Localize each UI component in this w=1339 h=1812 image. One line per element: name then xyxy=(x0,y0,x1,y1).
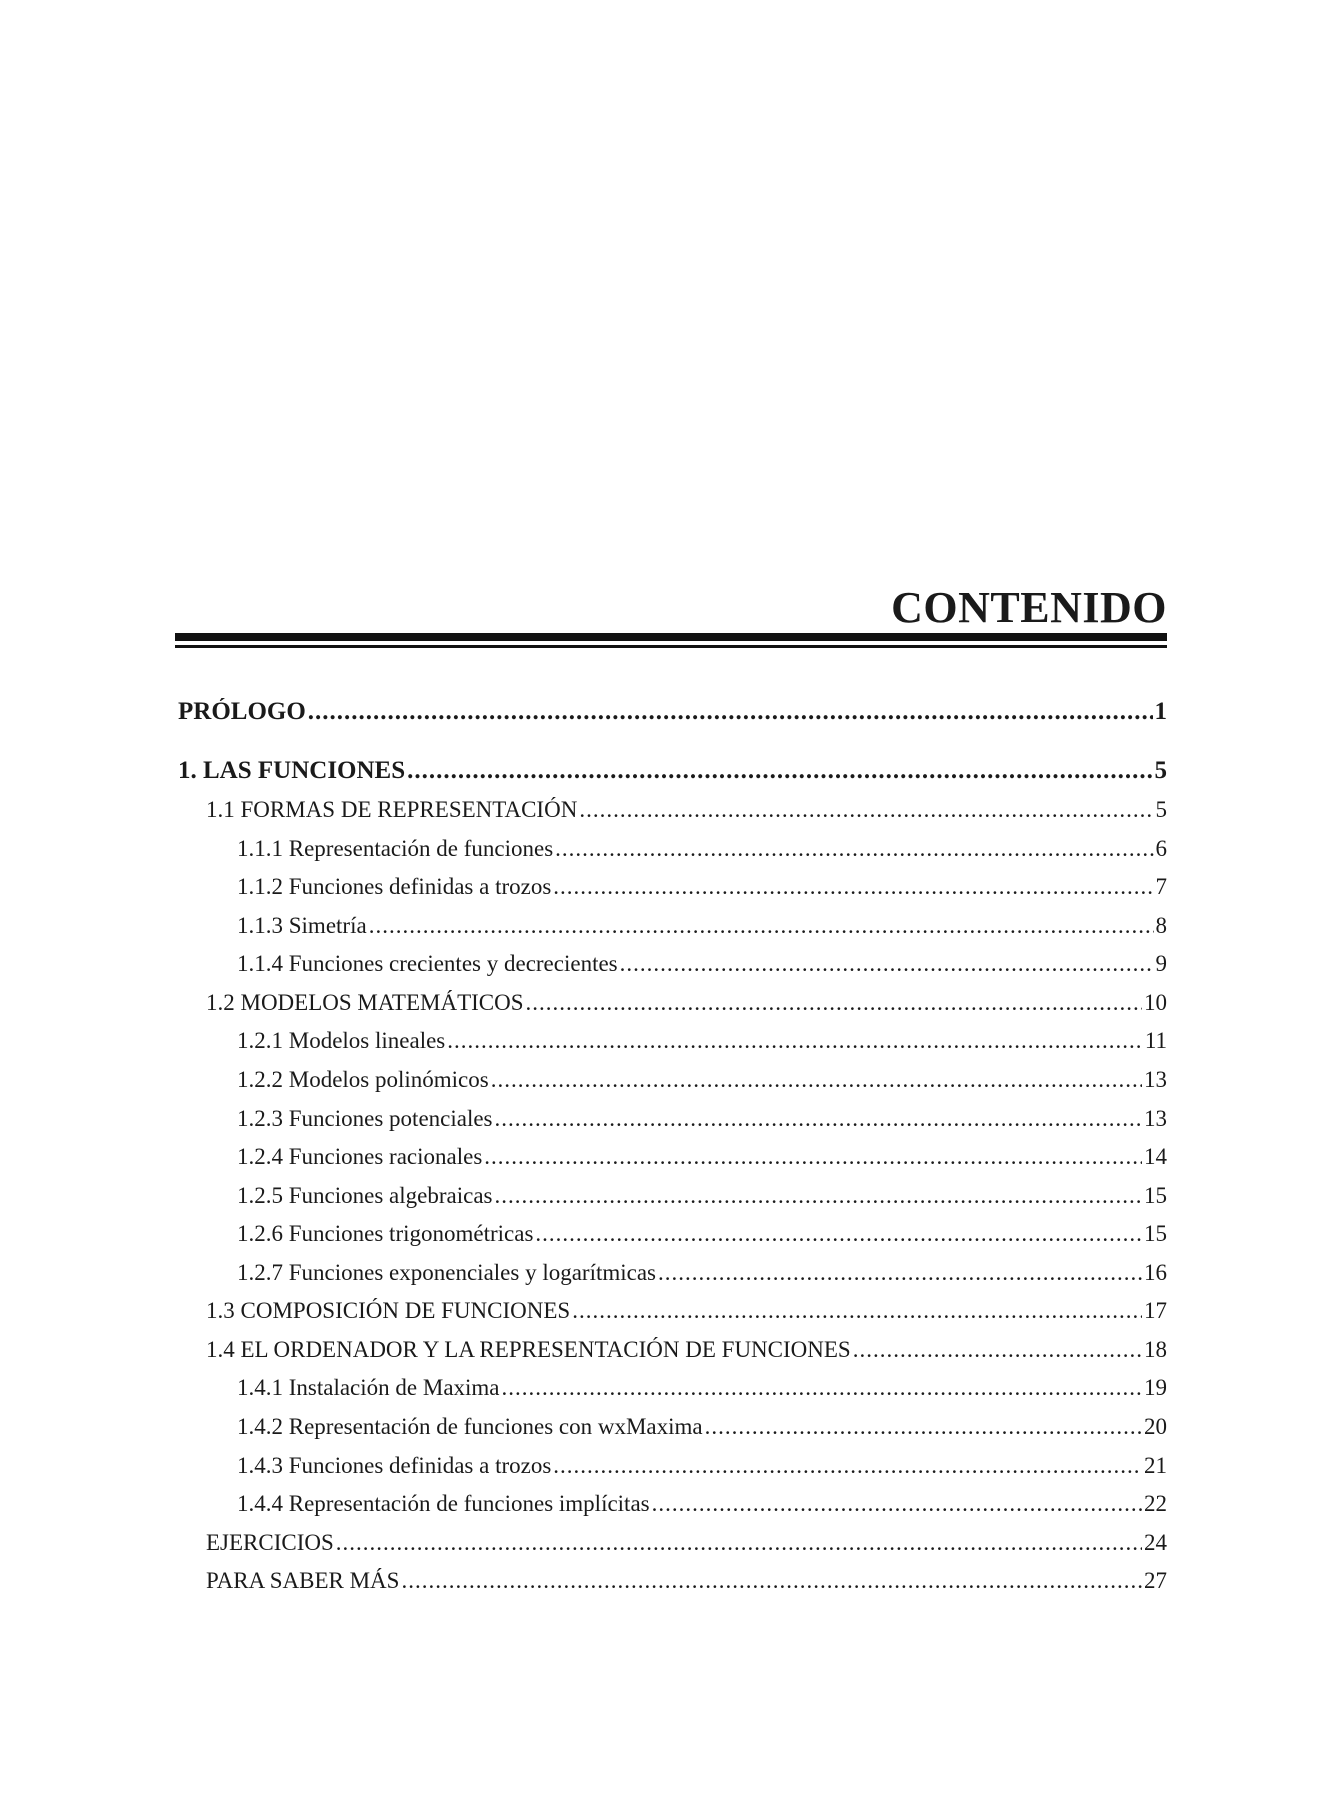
toc-page-number: 9 xyxy=(1155,951,1167,976)
toc-leader-dots xyxy=(652,1491,1142,1517)
toc-entry[interactable] xyxy=(237,1375,1167,1401)
toc-leader-dots xyxy=(620,951,1154,977)
toc-entry-label: 1.3 COMPOSICIÓN DE FUNCIONES xyxy=(206,1298,571,1323)
toc-entry-label: PRÓLOGO xyxy=(178,698,306,725)
toc-entry[interactable] xyxy=(206,1298,1167,1324)
toc-page-number: 14 xyxy=(1144,1144,1167,1169)
title-rule-thin xyxy=(175,645,1167,648)
toc-page-number: 21 xyxy=(1144,1453,1167,1478)
toc-entry-label: 1.2 MODELOS MATEMÁTICOS xyxy=(206,990,524,1015)
toc-page-number: 5 xyxy=(1155,797,1167,822)
toc-entry[interactable] xyxy=(237,836,1167,862)
toc-page-number: 8 xyxy=(1155,913,1167,938)
toc-leader-dots xyxy=(447,1028,1143,1054)
toc-page-number: 19 xyxy=(1144,1375,1167,1400)
toc-entry[interactable] xyxy=(206,797,1167,823)
toc-leader-dots xyxy=(705,1414,1142,1440)
toc-entry-label: 1.4.3 Funciones definidas a trozos xyxy=(237,1453,552,1478)
toc-entry[interactable] xyxy=(237,913,1167,939)
toc-entry-label: 1.4.4 Representación de funciones implícitas xyxy=(237,1491,650,1516)
toc-entry-label: 1.2.2 Modelos polinómicos xyxy=(237,1067,489,1092)
toc-page-number: 11 xyxy=(1144,1028,1167,1053)
toc-entry-label: 1.1.2 Funciones definidas a trozos xyxy=(237,874,552,899)
toc-entry[interactable] xyxy=(237,874,1167,900)
toc-entry[interactable] xyxy=(237,1106,1167,1132)
toc-entry-label: 1.2.4 Funciones racionales xyxy=(237,1144,483,1169)
toc-leader-dots xyxy=(401,1568,1142,1594)
toc-entry[interactable] xyxy=(237,1144,1167,1170)
toc-entry[interactable] xyxy=(237,1221,1167,1247)
title-rule-thick xyxy=(175,633,1167,641)
toc-entry-label: 1.1 FORMAS DE REPRESENTACIÓN xyxy=(206,797,578,822)
toc-leader-dots xyxy=(484,1144,1142,1170)
toc-leader-dots xyxy=(308,698,1153,726)
toc-leader-dots xyxy=(502,1375,1142,1401)
toc-entry-label: 1.4.1 Instalación de Maxima xyxy=(237,1375,500,1400)
toc-entry-label: 1. LAS FUNCIONES xyxy=(178,757,406,784)
toc-leader-dots xyxy=(658,1260,1142,1286)
toc-entry-label: PARA SABER MÁS xyxy=(206,1568,400,1593)
toc-entry-label: EJERCICIOS xyxy=(206,1530,334,1555)
toc-entry[interactable] xyxy=(237,1414,1167,1440)
toc-entry-label: 1.4.2 Representación de funciones con wxMaxima xyxy=(237,1414,703,1439)
toc-entry-label: 1.2.3 Funciones potenciales xyxy=(237,1106,493,1131)
toc-page-number: 22 xyxy=(1144,1491,1167,1516)
toc-leader-dots xyxy=(572,1298,1142,1324)
toc-page-number: 15 xyxy=(1144,1221,1167,1246)
toc-leader-dots xyxy=(535,1221,1142,1247)
toc-page-number: 13 xyxy=(1144,1106,1167,1131)
toc-page-number: 16 xyxy=(1144,1260,1167,1285)
toc-leader-dots xyxy=(491,1067,1142,1093)
toc-page-number: 27 xyxy=(1144,1568,1167,1593)
toc-entry[interactable] xyxy=(237,951,1167,977)
page-title: CONTENIDO xyxy=(891,583,1167,632)
toc-leader-dots xyxy=(526,990,1142,1016)
toc-page-number: 1 xyxy=(1154,698,1167,725)
toc-page-number: 24 xyxy=(1144,1530,1167,1555)
toc-leader-dots xyxy=(369,913,1154,939)
toc-page-number: 7 xyxy=(1155,874,1167,899)
toc-entry-label: 1.1.3 Simetría xyxy=(237,913,367,938)
toc-entry[interactable] xyxy=(237,1183,1167,1209)
toc-leader-dots xyxy=(495,1106,1142,1132)
toc-entry[interactable] xyxy=(206,1568,1167,1594)
toc-entry-label: 1.2.5 Funciones algebraicas xyxy=(237,1183,493,1208)
toc-page-number: 5 xyxy=(1154,757,1167,784)
toc-entry[interactable] xyxy=(237,1491,1167,1517)
toc-leader-dots xyxy=(579,797,1153,823)
toc-page-number: 18 xyxy=(1144,1337,1167,1362)
toc-entry[interactable] xyxy=(237,1260,1167,1286)
toc-entry[interactable] xyxy=(178,757,1167,785)
toc-leader-dots xyxy=(553,874,1153,900)
toc-page-number: 15 xyxy=(1144,1183,1167,1208)
toc-leader-dots xyxy=(336,1530,1142,1556)
toc-entry-label: 1.4 EL ORDENADOR Y LA REPRESENTACIÓN DE FUNCIONES xyxy=(206,1337,851,1362)
toc-leader-dots xyxy=(555,836,1153,862)
toc-page-number: 17 xyxy=(1144,1298,1167,1323)
toc-page-number: 6 xyxy=(1155,836,1167,861)
toc-leader-dots xyxy=(553,1453,1142,1479)
toc-entry[interactable] xyxy=(206,990,1167,1016)
toc-entry-label: 1.2.7 Funciones exponenciales y logarítmicas xyxy=(237,1260,657,1285)
toc-page-number: 13 xyxy=(1144,1067,1167,1092)
toc-entry[interactable] xyxy=(206,1530,1167,1556)
toc-entry-label: 1.1.4 Funciones crecientes y decrecientes xyxy=(237,951,618,976)
toc-leader-dots xyxy=(494,1183,1142,1209)
toc-entry[interactable] xyxy=(237,1067,1167,1093)
toc-entry[interactable] xyxy=(206,1337,1167,1363)
toc-page-number: 20 xyxy=(1144,1414,1167,1439)
toc-entry-label: 1.2.1 Modelos lineales xyxy=(237,1028,446,1053)
toc-entry[interactable] xyxy=(237,1028,1167,1054)
toc-entry-label: 1.2.6 Funciones trigonométricas xyxy=(237,1221,534,1246)
toc-entry[interactable] xyxy=(178,698,1167,726)
toc-entry[interactable] xyxy=(237,1453,1167,1479)
toc-entry-label: 1.1.1 Representación de funciones xyxy=(237,836,554,861)
toc-leader-dots xyxy=(407,757,1152,785)
toc-leader-dots xyxy=(853,1337,1142,1363)
toc-page-number: 10 xyxy=(1144,990,1167,1015)
